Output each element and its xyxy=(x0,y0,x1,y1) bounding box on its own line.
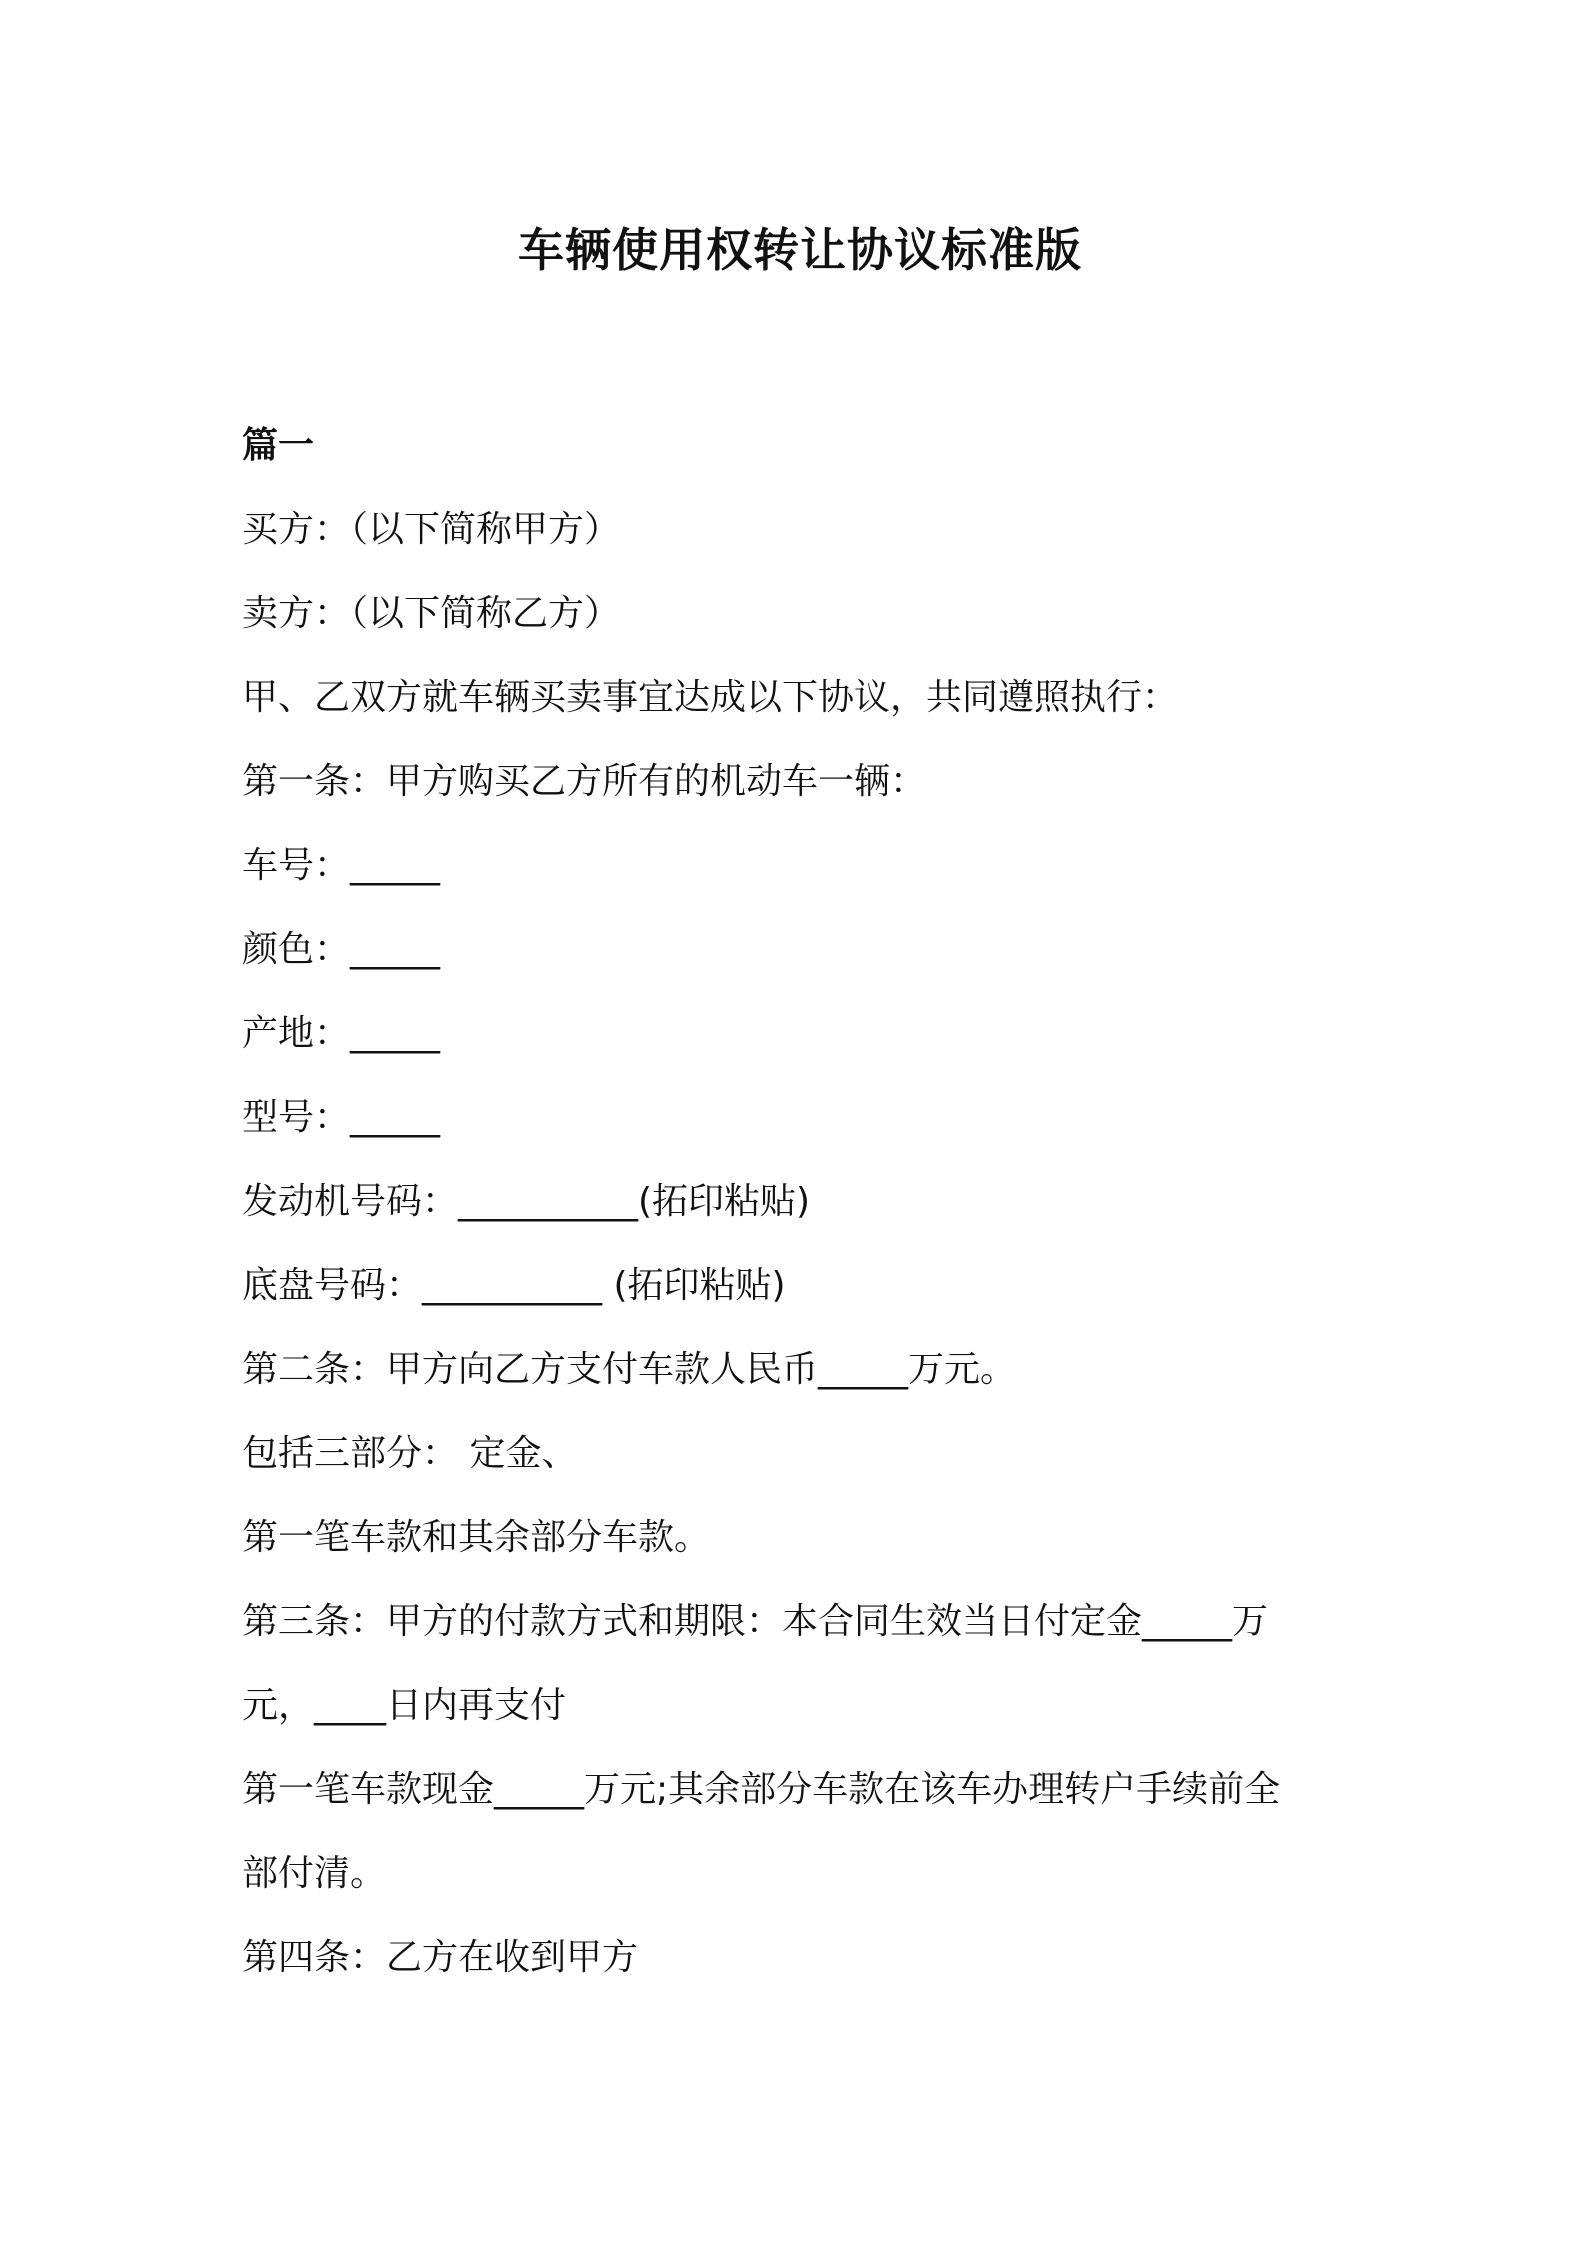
field-color: 颜色：_____ xyxy=(242,929,441,970)
article-3: 第三条：甲方的付款方式和期限：本合同生效当日付定金_____万 xyxy=(242,1601,1269,1642)
section-heading: 篇一 xyxy=(242,425,315,466)
first-payment-line: 第一笔车款现金_____万元;其余部分车款在该车办理转户手续前全 xyxy=(242,1769,1281,1810)
article-1: 第一条：甲方购买乙方所有的机动车一辆： xyxy=(242,761,927,802)
first-payment-line-continued: 部付清。 xyxy=(242,1853,387,1894)
article-4: 第四条：乙方在收到甲方 xyxy=(242,1937,639,1978)
field-model: 型号：_____ xyxy=(242,1097,441,1138)
document-title: 车辆使用权转让协议标准版 xyxy=(518,223,1082,277)
seller-line: 卖方：（以下简称乙方） xyxy=(242,593,621,634)
field-engine-number: 发动机号码：__________(拓印粘贴) xyxy=(242,1181,811,1222)
article-2: 第二条：甲方向乙方支付车款人民币_____万元。 xyxy=(242,1349,1017,1390)
document-body xyxy=(242,404,1372,2000)
field-origin: 产地：_____ xyxy=(242,1013,441,1054)
agreement-intro: 甲、乙双方就车辆买卖事宜达成以下协议，共同遵照执行： xyxy=(242,677,1179,718)
article-3-continued: 元，____日内再支付 xyxy=(242,1685,567,1726)
payment-parts: 包括三部分： 定金、 xyxy=(242,1433,578,1474)
buyer-line: 买方：（以下简称甲方） xyxy=(242,509,621,550)
field-plate-number: 车号：_____ xyxy=(242,845,441,886)
payment-parts-continued: 第一笔车款和其余部分车款。 xyxy=(242,1517,711,1558)
field-chassis-number: 底盘号码：__________ (拓印粘贴) xyxy=(242,1265,786,1306)
